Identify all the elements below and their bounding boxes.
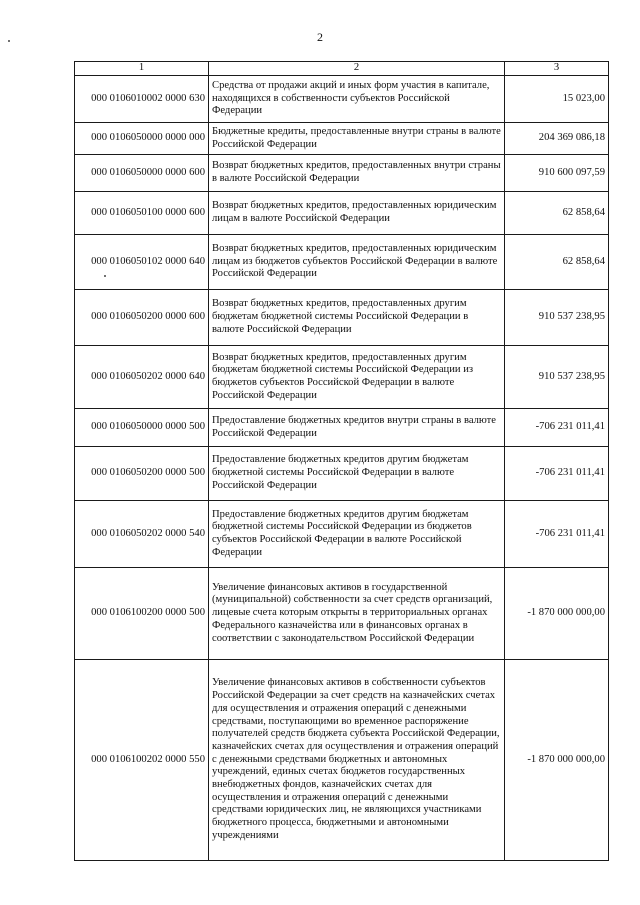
table-row [75, 290, 609, 346]
table-row [75, 76, 609, 123]
row-code: 000 0106050102 0000 640 [75, 235, 209, 290]
table-row [75, 155, 609, 192]
row-code: 000 0106010002 0000 630 [75, 76, 209, 123]
table-row [75, 123, 609, 155]
row-name: Предоставление бюджетных кредитов другим бюджетам бюджетной системы Российской Федерации из бюджетов субъектов Российской Федерации в валюте Российской Федерации [209, 501, 505, 568]
row-amount: 910 537 238,95 [505, 290, 609, 346]
row-name: Предоставление бюджетных кредитов другим бюджетам бюджетной системы Российской Федерации в валюте Российской Федерации [209, 447, 505, 501]
table-row [75, 409, 609, 447]
row-amount: -706 231 011,41 [505, 501, 609, 568]
row-amount: 204 369 086,18 [505, 123, 609, 155]
row-name: Увеличение финансовых активов в собственности субъектов Российской Федерации за счет средств на казначейских счетах для осуществления и отражения операций с денежными средствами, поступающими во временное распоряжение получателей средств бюджета субъекта Российской Федерации, казначейских счетах для осуществления и отражения операций с денежными средствами бюджетных и автономных учреждений, единых счетах бюджетов государственных внебюджетных фондов, казначейских счетах для осуществления и отражения операций с денежными средствами юридических лиц, не являющихся участниками бюджетного процесса, бюджетными и автономными учреждениями [209, 660, 505, 861]
row-name: Возврат бюджетных кредитов, предоставленных юридическим лицам в валюте Российской Федерации [209, 192, 505, 235]
page-number: 2 [317, 30, 323, 44]
row-amount: 15 023,00 [505, 76, 609, 123]
row-amount: -1 870 000 000,00 [505, 568, 609, 660]
row-code: 000 0106050202 0000 640 [75, 346, 209, 409]
row-code: 000 0106050000 0000 600 [75, 155, 209, 192]
row-code: 000 0106050200 0000 500 [75, 447, 209, 501]
table-row [75, 568, 609, 660]
table-header-row [75, 62, 609, 76]
row-name: Возврат бюджетных кредитов, предоставленных внутри страны в валюте Российской Федерации [209, 155, 505, 192]
row-name: Средства от продажи акций и иных форм участия в капитале, находящихся в собственности субъектов Российской Федерации [209, 76, 505, 123]
column-header-amount: 3 [505, 62, 609, 76]
row-name: Предоставление бюджетных кредитов внутри страны в валюте Российской Федерации [209, 409, 505, 447]
table-row [75, 501, 609, 568]
row-code: 000 0106050200 0000 600 [75, 290, 209, 346]
budget-sources-table [74, 61, 609, 861]
row-amount: 62 858,64 [505, 192, 609, 235]
row-amount: -706 231 011,41 [505, 447, 609, 501]
row-name: Возврат бюджетных кредитов, предоставленных другим бюджетам бюджетной системы Российской Федерации из бюджетов субъектов Российской Федерации в валюте Российской Федерации [209, 346, 505, 409]
table-row [75, 660, 609, 861]
row-amount: -1 870 000 000,00 [505, 660, 609, 861]
column-header-code: 1 [75, 62, 209, 76]
row-name: Увеличение финансовых активов в государственной (муниципальной) собственности за счет средств организаций, лицевые счета которым открыты в территориальных органах Федерального казначейства или в финансовых органах в соответствии с законодательством Российской Федерации [209, 568, 505, 660]
row-code: 000 0106050202 0000 540 [75, 501, 209, 568]
scan-speck [8, 40, 10, 42]
column-header-name: 2 [209, 62, 505, 76]
row-code: 000 0106050100 0000 600 [75, 192, 209, 235]
row-amount: 62 858,64 [505, 235, 609, 290]
row-code: 000 0106050000 0000 500 [75, 409, 209, 447]
row-amount: -706 231 011,41 [505, 409, 609, 447]
row-name: Возврат бюджетных кредитов, предоставленных юридическим лицам из бюджетов субъектов Российской Федерации в валюте Российской Федерации [209, 235, 505, 290]
table-row [75, 235, 609, 290]
table-row [75, 346, 609, 409]
row-code: 000 0106100202 0000 550 [75, 660, 209, 861]
row-code: 000 0106100200 0000 500 [75, 568, 209, 660]
table-row [75, 192, 609, 235]
row-name: Возврат бюджетных кредитов, предоставленных другим бюджетам бюджетной системы Российской Федерации в валюте Российской Федерации [209, 290, 505, 346]
row-amount: 910 600 097,59 [505, 155, 609, 192]
row-name: Бюджетные кредиты, предоставленные внутри страны в валюте Российской Федерации [209, 123, 505, 155]
table-row [75, 447, 609, 501]
row-amount: 910 537 238,95 [505, 346, 609, 409]
row-code: 000 0106050000 0000 000 [75, 123, 209, 155]
